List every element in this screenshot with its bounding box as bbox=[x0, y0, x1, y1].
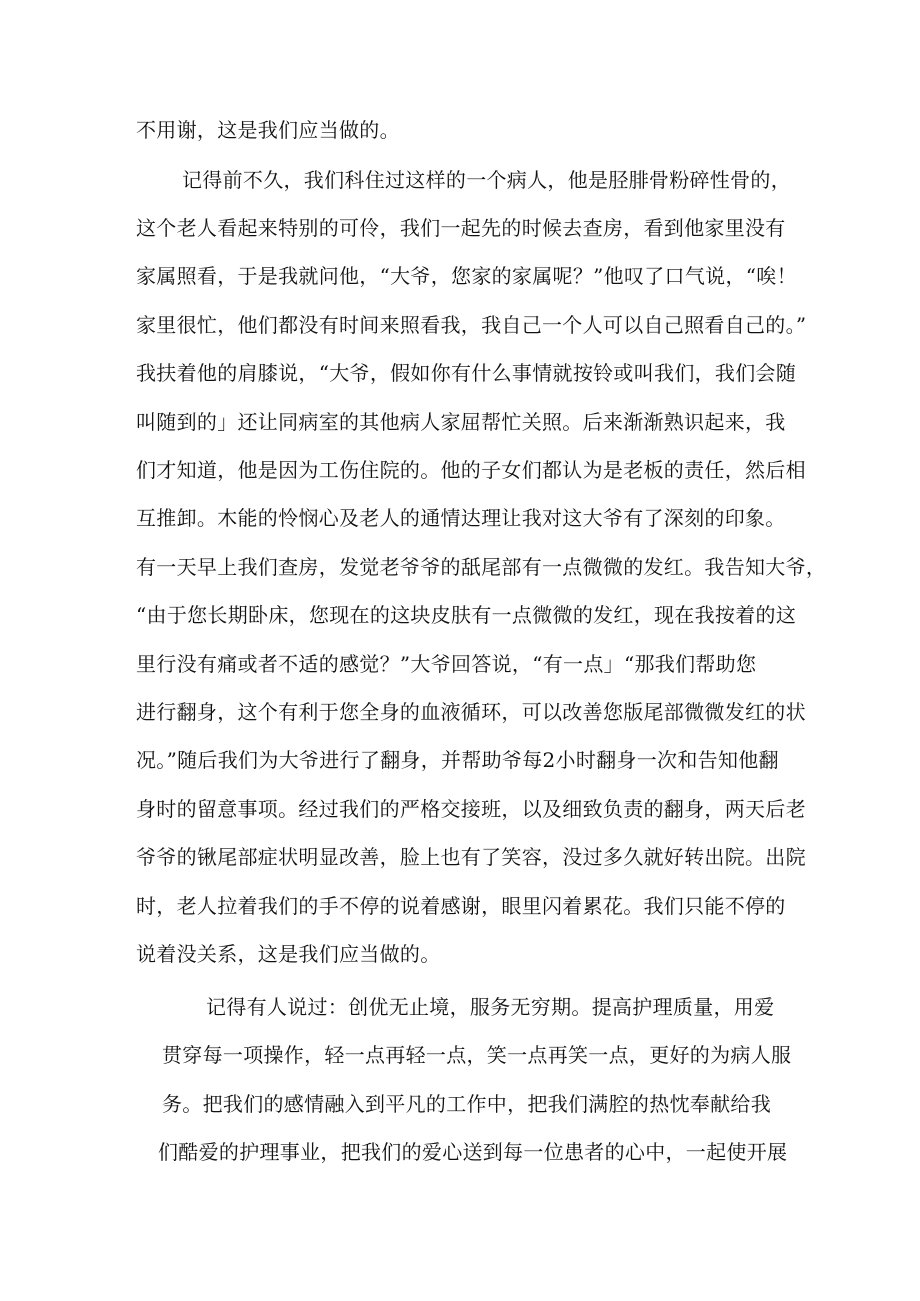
paragraph-2-line-10: “由于您长期卧床，您现在的这块皮肤有一点微微的发红，现在我按着的这 bbox=[136, 603, 797, 627]
paragraph-2-line-6: 叫随到的」还让同病室的其他病人家屈帮忙关照。后来渐渐熟识起来，我 bbox=[136, 410, 786, 434]
paragraph-2-line-15: 爷爷的锹尾部症状明显改善，脸上也有了笑容，没过多久就好转出院。出院 bbox=[136, 845, 806, 869]
paragraph-2-line-4: 家里很忙，他们都没有时间来照看我，我自己一个人可以自己照看自己的。” bbox=[136, 313, 807, 337]
paragraph-3-line-2: 贯穿每一项操作，轻一点再轻一点，笑一点再笑一点，更好的为病人服 bbox=[162, 1043, 792, 1067]
paragraph-2-line-5: 我扶着他的肩膝说，“大爷，假如你有什么事情就按铃或叫我们，我们会随 bbox=[136, 361, 797, 385]
paragraph-2-line-11: 里行没有痛或者不适的感觉？”大爷回答说，“有一点」“那我们帮助您 bbox=[136, 652, 757, 676]
paragraph-2-line-7: 们才知道，他是因为工伤住院的。他的子女们都认为是老板的责任，然后相 bbox=[136, 458, 806, 482]
paragraph-2-line-12: 进行翻身，这个有利于您全身的血液循环，可以改善您版尾部微微发红的状 bbox=[136, 700, 806, 724]
paragraph-2-line-14: 身时的留意事项。经过我们的严格交接班，以及细致负责的翻身，两天后老 bbox=[136, 797, 806, 821]
paragraph-2-line-1: 记得前不久，我们科住过这样的一个病人，他是胫腓骨粉碎性骨的， bbox=[182, 168, 791, 192]
paragraph-2-line-16: 时，老人拉着我们的手不停的说着感谢，眼里闪着累花。我们只能不停的 bbox=[136, 894, 786, 918]
paragraph-2-line-2: 这个老人看起来特别的可伶，我们一起先的时候去查房，看到他家里没有 bbox=[136, 216, 786, 240]
paragraph-2-line-13: 况。”随后我们为大爷进行了翻身，并帮助爷每2小时翻身一次和告知他翻 bbox=[136, 748, 779, 772]
paragraph-3-line-4: 们酷爱的护理事业，把我们的爱心送到每一位患者的心中，一起使开展 bbox=[158, 1140, 788, 1164]
paragraph-2-line-8: 互推卸。木能的怜悯心及老人的通情达理让我对这大爷有了深刻的印象。 bbox=[136, 506, 786, 530]
paragraph-3-line-3: 务。把我们的感情融入到平凡的工作中，把我们满腔的热忱奉献给我 bbox=[162, 1092, 771, 1116]
paragraph-2-line-3: 家属照看，于是我就问他，“大爷，您家的家属呢？”他叹了口气说，“唉！ bbox=[136, 264, 797, 288]
paragraph-2-line-9: 有一天早上我们查房，发觉老爷爷的舐尾部有一点微微的发红。我告知大爷， bbox=[136, 555, 827, 579]
paragraph-3-line-1: 记得有人说过：创优无止境，服务无穷期。提高护理质量，用爱 bbox=[206, 995, 775, 1019]
paragraph-1-line-1: 不用谢，这是我们应当做的。 bbox=[136, 118, 400, 142]
paragraph-2-line-17: 说着没关系，这是我们应当做的。 bbox=[136, 942, 441, 966]
